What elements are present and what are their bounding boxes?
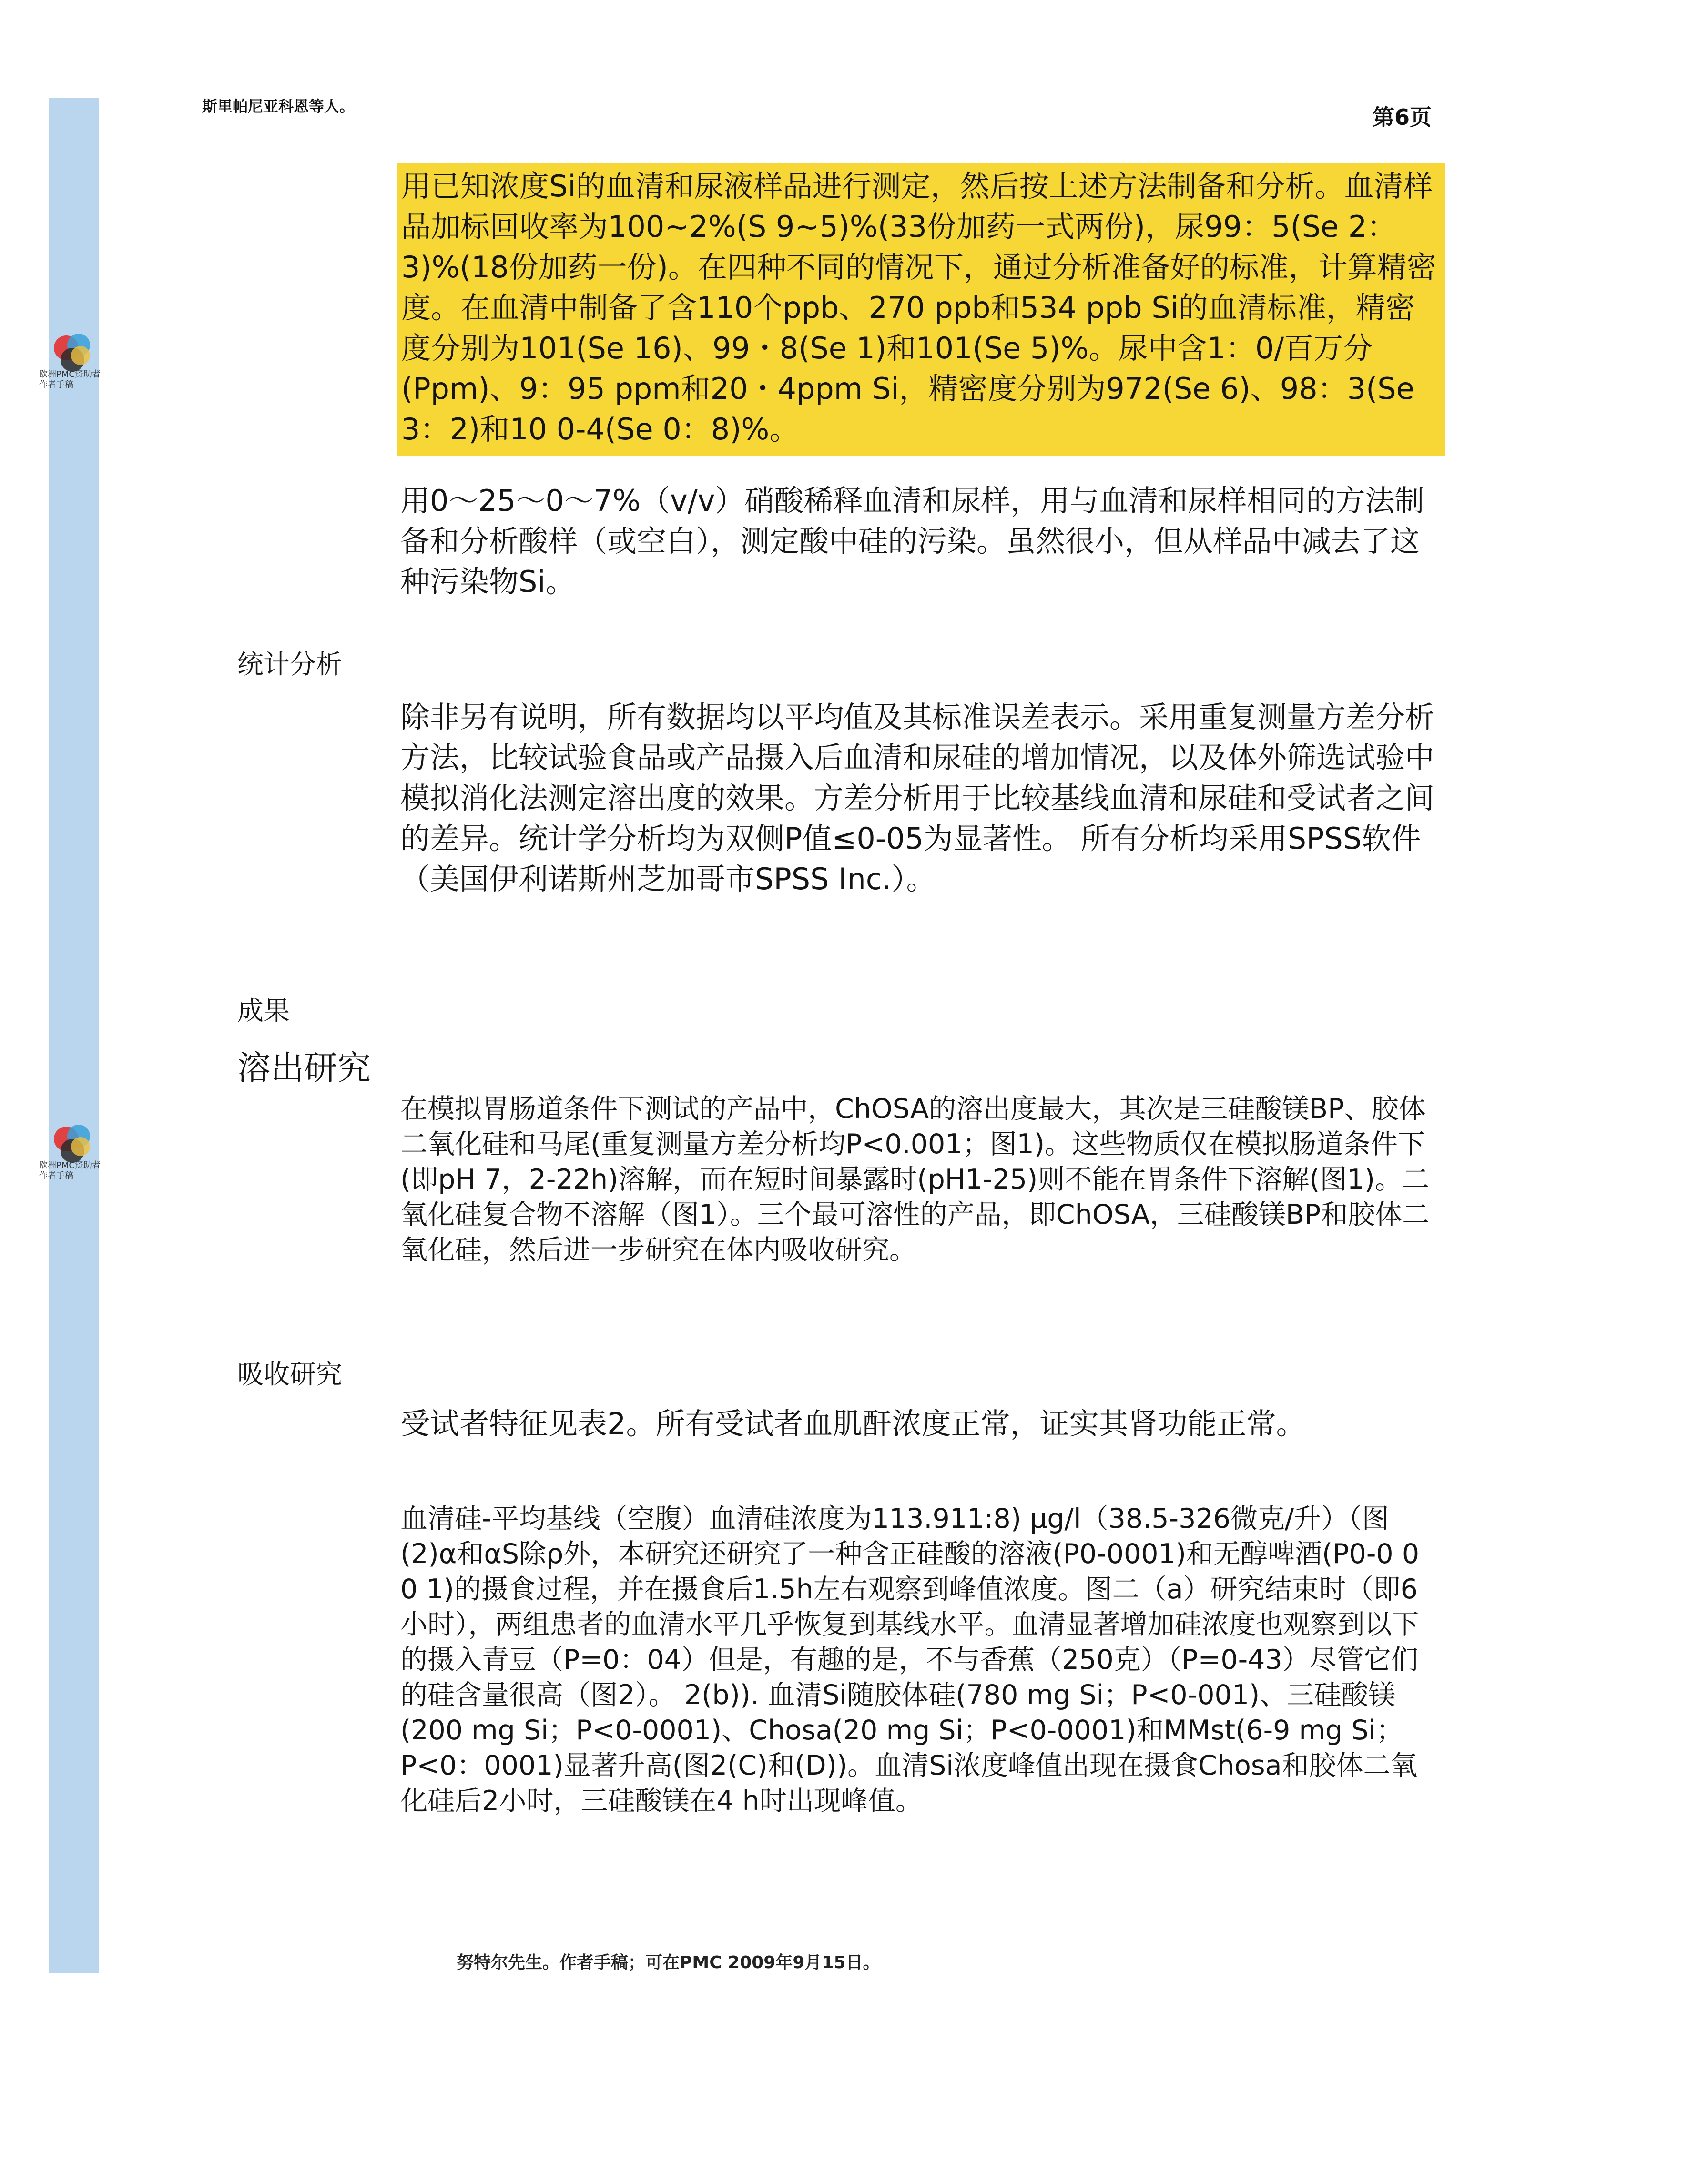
- serum-paragraph: 血清硅-平均基线（空腹）血清硅浓度为113.911:8) μg/l（38.5-326微克/升）（图(2)α和αS除ρ外，本研究还研究了一种含正硅酸的溶液(P0-0001)和无醇啤酒(P0-0 0 0 1)的摄食过程，并在摄食后1.5h左右观察到峰值浓度。图二（a）研究结束时（即6小时），两组患者的血清水平几乎恢复到基线水平。血清显著增加硅浓度也观察到以下的摄入青豆（P=0：04）但是，有趣的是，不与香蕉（250克）（P=0-43）尽管它们的硅含量很高（图2）。 2(b)). 血清Si随胶体硅(780 mg Si；P<0-001)、三硅酸镁(200 mg Si；P<0-0001)、Chosa(20 mg Si；P<0-0001)和MMst(6-9 mg Si；P<0：0001)显著升高(图2(C)和(D))。血清Si浓度峰值出现在摄食Chosa和胶体二氧化硅后2小时，三硅酸镁在4 h时出现峰值。: [400, 1503, 1420, 1817]
- subjects-paragraph: 受试者特征见表2。所有受试者血肌酐浓度正常，证实其肾功能正常。: [400, 1406, 1306, 1441]
- footer: 努特尔先生。作者手稿；可在PMC 2009年9月15日。: [457, 1953, 880, 1972]
- statistics-paragraph: 除非另有说明，所有数据均以平均值及其标准误差表示。采用重复测量方差分析方法，比较试验食品或产品摄入后血清和尿硅的增加情况，以及体外筛选试验中模拟消化法测定溶出度的效果。方差分析用于比较基线血清和尿硅和受试者之间的差异。统计学分析均为双侧P值≤0-05为显著性。 所有分析均采用SPSS软件（美国伊利诺斯州芝加哥市SPSS Inc.）。: [400, 700, 1435, 896]
- heading-results: 成果: [237, 995, 290, 1026]
- page-number: 第6页: [1373, 104, 1432, 130]
- heading-absorption: 吸收研究: [237, 1359, 343, 1390]
- running-head: 斯里帕尼亚科恩等人。: [202, 97, 355, 115]
- highlighted-paragraph: 用已知浓度Si的血清和尿液样品进行测定，然后按上述方法制备和分析。血清样品加标回收率为100~2%(S 9~5)%(33份加药一式两份)，尿99：5(Se 2：3)%(18份加药一份)。在四种不同的情况下，通过分析准备好的标准，计算精密度。在血清中制备了含110个ppb、270 ppb和534 ppb Si的血清标准，精密度分别为101(Se 16)、99・8(Se 1)和101(Se 5)%。尿中含1：0/百万分(Ppm)、9：95 ppm和20・4ppm Si，精密度分别为972(Se 6)、98：3(Se 3：2)和10 0-4(Se 0：8)%。: [397, 163, 1445, 456]
- acid-paragraph: 用0～25～0～7%（v/v）硝酸稀释血清和尿样，用与血清和尿样相同的方法制备和分析酸样（或空白），测定酸中硅的污染。虽然很小，但从样品中减去了这种污染物Si。: [400, 483, 1424, 599]
- dissolution-paragraph: 在模拟胃肠道条件下测试的产品中，ChOSA的溶出度最大，其次是三硅酸镁BP、胶体二氧化硅和马尾(重复测量方差分析均P<0.001；图1)。这些物质仅在模拟肠道条件下(即pH 7，2-22h)溶解，而在短时间暴露时(pH1-25)则不能在胃条件下溶解(图1)。二氧化硅复合物不溶解（图1）。三个最可溶性的产品，即ChOSA，三硅酸镁BP和胶体二氧化硅，然后进一步研究在体内吸收研究。: [400, 1093, 1430, 1266]
- pmc-caption: 欧洲PMC资助者作者手稿: [39, 1160, 101, 1181]
- heading-statistics: 统计分析: [237, 649, 343, 680]
- heading-dissolution: 溶出研究: [237, 1048, 371, 1087]
- pmc-caption: 欧洲PMC资助者作者手稿: [39, 369, 101, 390]
